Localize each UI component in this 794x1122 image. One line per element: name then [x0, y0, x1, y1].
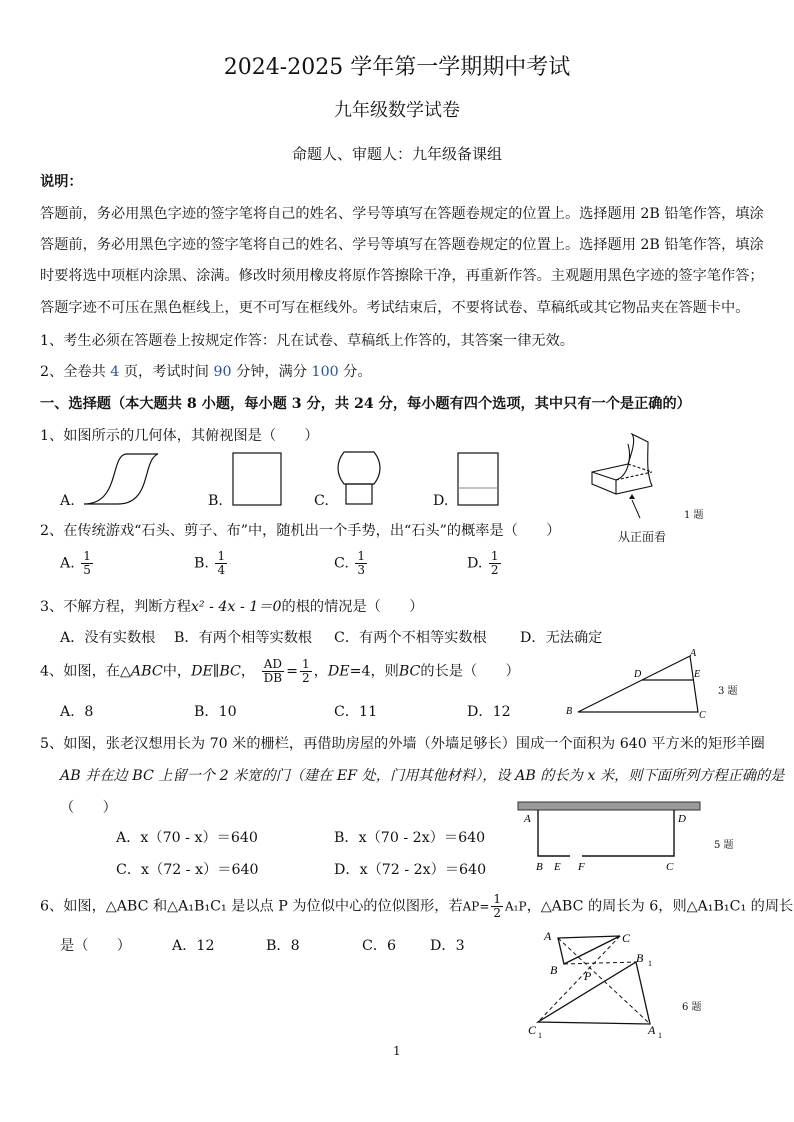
notes-line: 时要将选中项框内涂黑、涂满。修改时须用橡皮将原作答擦除干净，再重新作答。主观题用黑色字迹的签字笔作答； [40, 268, 764, 284]
q2-option-fraction [355, 550, 367, 577]
q2-option-fraction [81, 550, 93, 577]
rule-2-time: 90 [213, 364, 232, 380]
q6-option-b: B．8 [266, 938, 300, 954]
q4-segment-de: DE [327, 663, 350, 680]
q6-label-c1-sub: 1 [538, 1031, 542, 1040]
fraction-denominator: 2 [301, 671, 310, 685]
q5-option-a: A．x（70 - x）＝640 [116, 830, 258, 846]
notes-line: 答题字迹不可压在黑色框线上，更不可写在框线外。考试结束后，不要将试卷、草稿纸或其它物品夹在答题卡中。 [40, 300, 750, 316]
rule-2-score: 100 [311, 364, 339, 380]
q5-pen-figure [516, 800, 702, 872]
q5-line: （ ） [60, 800, 117, 816]
q3-option-d: D．无法确定 [520, 630, 603, 646]
q4-stem-text: 中， [162, 663, 192, 680]
notes-label: 说明： [40, 174, 83, 190]
fraction-numerator: 1 [490, 549, 499, 563]
q5-label-b: B [536, 861, 543, 872]
q3-stem-text: 的根的情况是（ ） [281, 599, 424, 615]
author-line: 命题人、审题人：九年级备课组 [291, 145, 502, 163]
q6-stem [40, 893, 793, 920]
q5-tag: 5 题 [714, 840, 734, 851]
q4-stem-text: 4、如图，在△ [40, 663, 131, 680]
q5-label-c: C [666, 861, 674, 872]
q6-tag: 6 题 [682, 1002, 702, 1013]
q5-option-c: C．x（72 - x）＝640 [116, 862, 259, 878]
q6-option-c: C．6 [362, 938, 397, 954]
q4-option-a: A．8 [60, 704, 94, 720]
q6-homothety-figure [524, 924, 674, 1044]
q4-label-c: C [699, 710, 706, 721]
q4-stem-text: ， [313, 663, 328, 680]
q2-option-c [334, 550, 369, 577]
q5-label-e: E [554, 861, 561, 872]
rule-2-text: 2、全卷共 [40, 364, 106, 380]
rule-2-text: 分。 [343, 364, 372, 380]
q4-label-e: E [694, 669, 701, 680]
page-number: 1 [393, 1044, 401, 1058]
q1-view-caption: 从正面看 [618, 530, 667, 544]
fraction-denominator: 4 [217, 563, 226, 577]
q6-label-p: P [584, 969, 592, 983]
rule-2-text: 分钟，满分 [236, 364, 308, 380]
q1-option-b: B. [208, 493, 223, 509]
q6-label-a1-sub: 1 [658, 1031, 662, 1040]
q2-option-fraction [215, 550, 227, 577]
q4-equals: = [286, 663, 298, 680]
fraction-denominator: DB [263, 671, 283, 685]
fraction-numerator: 1 [217, 549, 226, 563]
q6-label-a1: A [648, 1023, 656, 1037]
notes-line: 答题前，务必用黑色字迹的签字笔将自己的姓名、学号等填写在答题卷规定的位置上。选择题用 2B 铅笔作答，填涂 [40, 237, 764, 253]
fraction-denominator: 2 [493, 906, 502, 920]
q6-ap: AP= [462, 899, 490, 914]
q4-label-b: B [566, 706, 573, 717]
fraction-numerator: 1 [301, 657, 310, 671]
q6-label-c1: C [528, 1023, 537, 1037]
q2-option-a [60, 550, 95, 577]
q6-label-c: C [622, 931, 631, 945]
q1-option-a: A. [60, 493, 75, 509]
q6-stem-text: 6、如图，△ABC 和△A₁B₁C₁ 是以点 P 为位似中心的位似图形，若 [40, 898, 463, 915]
q6-label-b: B [550, 963, 558, 977]
q2-option-b [194, 550, 229, 577]
q6-option-d: D．3 [430, 938, 465, 954]
q1-option-a-figure [80, 450, 162, 508]
q4-label-a: A [690, 648, 697, 659]
q4-option-c: C．11 [334, 704, 378, 720]
q3-option-b: B．有两个相等实数根 [174, 630, 313, 646]
q4-triangle-figure [560, 646, 710, 722]
rule-2-pages: 4 [110, 364, 120, 380]
exam-subtitle: 九年级数学试卷 [334, 100, 460, 121]
q2-option-fraction [489, 550, 501, 577]
rule-2-text: 页，考试时间 [123, 364, 209, 380]
q1-option-b-figure [232, 452, 284, 508]
q1-tag: 1 题 [684, 510, 704, 521]
q4-ratio-fraction [262, 658, 284, 685]
q6-a1p: A₁P [505, 899, 527, 914]
q4-triangle-name: ABC [130, 663, 163, 680]
q4-label-d: D [634, 669, 642, 680]
fraction-numerator: 1 [493, 892, 502, 906]
exam-title: 2024-2025 学年第一学期期中考试 [223, 55, 571, 80]
q2-option-label: C. [334, 555, 349, 572]
fraction-denominator: 5 [83, 563, 91, 577]
q4-option-b: B．10 [194, 704, 237, 720]
q1-option-c: C. [314, 493, 329, 509]
q1-option-d: D. [433, 493, 449, 509]
q6-label-a: A [544, 929, 552, 943]
q5-option-d: D．x（72 - 2x）＝640 [334, 862, 487, 878]
q5-line: 5、如图，张老汉想用长为 70 米的栅栏，再借助房屋的外墙（外墙足够长）围成一个面积为 640 平方米的矩形羊圈 [40, 736, 765, 752]
q5-label-f: F [578, 861, 585, 872]
q2-option-label: D. [467, 555, 483, 572]
q6-stem-text: ，△ABC 的周长为 6，则△A₁B₁C₁ 的周长 [526, 898, 794, 915]
q2-stem: 2、在传统游戏“石头、剪子、布”中，随机出一个手势，出“石头”的概率是（ ） [40, 523, 561, 539]
q6-line: 是（ ） [60, 938, 131, 954]
q3-option-c: C．有两个不相等实数根 [334, 630, 487, 646]
q5-label-a: A [524, 813, 531, 825]
q4-stem-text: =4，则 [349, 663, 399, 680]
notes-line: 答题前，务必用黑色字迹的签字笔将自己的姓名、学号等填写在答题卷规定的位置上。选择题用 2B 铅笔作答，填涂 [40, 206, 764, 222]
fraction-numerator: 1 [357, 549, 366, 563]
q6-label-b1: B [636, 951, 644, 965]
q5-option-b: B．x（70 - 2x）＝640 [334, 830, 486, 846]
q1-stem: 1、如图所示的几何体，其俯视图是（ ） [40, 428, 319, 444]
fraction-denominator: 3 [357, 563, 366, 577]
q1-solid-figure [588, 432, 668, 522]
q4-tag: 3 题 [718, 686, 738, 697]
q4-value-fraction [300, 658, 312, 685]
q5-line: AB 并在边 BC 上留一个 2 米宽的门（建在 EF 处，门用其他材料），设 AB 的长为 x 米，则下面所列方程正确的是 [60, 768, 785, 784]
q1-option-d-figure [456, 452, 502, 508]
q4-segment-bc: BC [398, 663, 421, 680]
q3-stem [40, 596, 423, 616]
q6-label-b1-sub: 1 [648, 959, 652, 968]
q2-option-d [467, 550, 503, 577]
q2-option-label: A. [60, 555, 75, 572]
fraction-numerator: AD [263, 657, 283, 671]
q2-option-label: B. [194, 555, 209, 572]
q3-option-a: A．没有实数根 [60, 630, 156, 646]
fraction-denominator: 2 [490, 563, 499, 577]
q6-ratio-fraction [491, 893, 503, 920]
q1-option-c-figure [336, 450, 382, 508]
q4-stem-text: 的长是（ ） [420, 663, 520, 680]
section-heading: 一、选择题（本大题共 8 小题，每小题 3 分，共 24 分，每小题有四个选项，其中只有一个是正确的） [40, 396, 691, 412]
fraction-numerator: 1 [83, 549, 91, 563]
q6-option-a: A．12 [172, 938, 215, 954]
q4-stem [40, 658, 520, 685]
q4-stem-text: ， [240, 663, 256, 680]
rule-1: 1、考生必须在答题卷上按规定作答：凡在试卷、草稿纸上作答的，其答案一律无效。 [40, 333, 574, 349]
q4-option-d: D．12 [467, 704, 511, 720]
q5-label-d: D [678, 813, 686, 825]
q3-equation: x² - 4x - 1＝0 [190, 599, 282, 615]
q4-parallel-relation: DE∥BC [191, 663, 241, 680]
rule-2 [40, 361, 372, 381]
q3-stem-text: 3、不解方程，判断方程 [40, 599, 191, 615]
